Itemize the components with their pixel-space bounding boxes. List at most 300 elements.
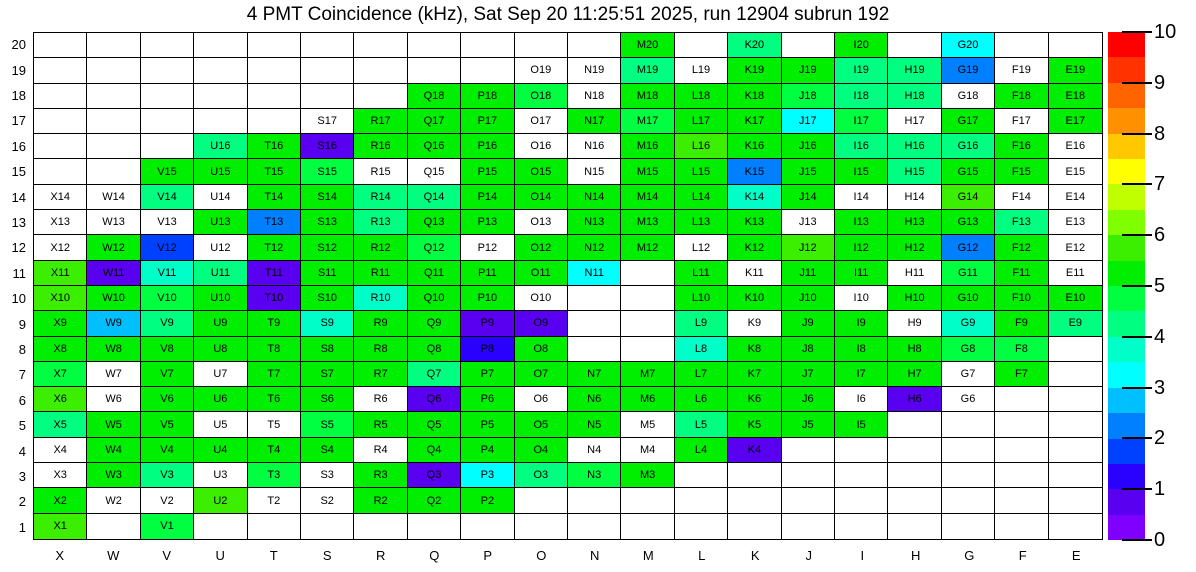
heatmap-cell-F5 xyxy=(995,412,1048,437)
heatmap-cell-Q19 xyxy=(408,58,461,83)
heatmap-cell-H14: H14 xyxy=(888,185,941,210)
heatmap-cell-Q14: Q14 xyxy=(408,185,461,210)
colorbar-tick-label-7: 7 xyxy=(1154,173,1166,196)
heatmap-cell-S16: S16 xyxy=(301,134,354,159)
heatmap-cell-W17 xyxy=(87,109,140,134)
heatmap-cell-V4: V4 xyxy=(141,438,194,463)
heatmap-cell-V7: V7 xyxy=(141,362,194,387)
y-axis-label-8: 8 xyxy=(18,341,26,357)
colorbar-tick-label-2: 2 xyxy=(1154,427,1166,450)
heatmap-cell-I17: I17 xyxy=(835,109,888,134)
heatmap-cell-U1 xyxy=(194,514,247,539)
heatmap-cell-J3 xyxy=(782,463,835,488)
heatmap-cell-H1 xyxy=(888,514,941,539)
heatmap-cell-I13: I13 xyxy=(835,210,888,235)
heatmap-cell-S15: S15 xyxy=(301,159,354,184)
colorbar-tick-label-1: 1 xyxy=(1154,478,1166,501)
heatmap-cell-L2 xyxy=(675,488,728,513)
heatmap-cell-M3: M3 xyxy=(621,463,674,488)
heatmap-cell-J17: J17 xyxy=(782,109,835,134)
heatmap-cell-T5: T5 xyxy=(248,412,301,437)
y-axis-label-10: 10 xyxy=(11,291,26,307)
heatmap-cell-E15: E15 xyxy=(1049,159,1102,184)
heatmap-cell-L6: L6 xyxy=(675,387,728,412)
x-axis-label-K: K xyxy=(750,547,760,563)
heatmap-cell-R11: R11 xyxy=(354,261,407,286)
heatmap-cell-P16: P16 xyxy=(461,134,514,159)
heatmap-cell-X20 xyxy=(34,33,87,58)
heatmap-cell-E18: E18 xyxy=(1049,84,1102,109)
heatmap-cell-H11: H11 xyxy=(888,261,941,286)
heatmap-cell-Q18: Q18 xyxy=(408,84,461,109)
heatmap-cell-X14: X14 xyxy=(34,185,87,210)
heatmap-cell-V10: V10 xyxy=(141,286,194,311)
heatmap-cell-R5: R5 xyxy=(354,412,407,437)
y-axis-label-19: 19 xyxy=(11,62,26,78)
heatmap-cell-E8 xyxy=(1049,337,1102,362)
heatmap-cell-N17: N17 xyxy=(568,109,621,134)
heatmap-cell-O2 xyxy=(515,488,568,513)
heatmap-cell-G19: G19 xyxy=(942,58,995,83)
heatmap-cell-M10 xyxy=(621,286,674,311)
heatmap-cell-F3 xyxy=(995,463,1048,488)
heatmap-cell-K11: K11 xyxy=(728,261,781,286)
x-axis-label-L: L xyxy=(698,547,706,563)
heatmap-cell-G15: G15 xyxy=(942,159,995,184)
heatmap-cell-Q7: Q7 xyxy=(408,362,461,387)
heatmap-cell-U8: U8 xyxy=(194,337,247,362)
heatmap-cell-F7: F7 xyxy=(995,362,1048,387)
heatmap-cell-X15 xyxy=(34,159,87,184)
heatmap-cell-U12: U12 xyxy=(194,235,247,260)
heatmap-cell-M15: M15 xyxy=(621,159,674,184)
heatmap-cell-W6: W6 xyxy=(87,387,140,412)
heatmap-cell-N9 xyxy=(568,311,621,336)
heatmap-cell-O12: O12 xyxy=(515,235,568,260)
y-axis-label-1: 1 xyxy=(18,519,26,535)
heatmap-cell-Q11: Q11 xyxy=(408,261,461,286)
heatmap-cell-I19: I19 xyxy=(835,58,888,83)
heatmap-cell-G12: G12 xyxy=(942,235,995,260)
heatmap-cell-F8: F8 xyxy=(995,337,1048,362)
heatmap-cell-M13: M13 xyxy=(621,210,674,235)
heatmap-cell-M9 xyxy=(621,311,674,336)
heatmap-cell-U19 xyxy=(194,58,247,83)
heatmap-cell-M14: M14 xyxy=(621,185,674,210)
heatmap-cell-P5: P5 xyxy=(461,412,514,437)
heatmap-cell-I7: I7 xyxy=(835,362,888,387)
heatmap-cell-R18 xyxy=(354,84,407,109)
heatmap-grid xyxy=(33,32,1103,540)
y-axis-label-4: 4 xyxy=(18,443,26,459)
x-axis-label-O: O xyxy=(536,547,547,563)
heatmap-cell-Q5: Q5 xyxy=(408,412,461,437)
heatmap-cell-G18: G18 xyxy=(942,84,995,109)
heatmap-cell-S1 xyxy=(301,514,354,539)
colorbar-band xyxy=(1108,108,1145,133)
heatmap-cell-R9: R9 xyxy=(354,311,407,336)
heatmap-cell-I3 xyxy=(835,463,888,488)
heatmap-cell-L3 xyxy=(675,463,728,488)
heatmap-cell-T19 xyxy=(248,58,301,83)
heatmap-cell-O15: O15 xyxy=(515,159,568,184)
heatmap-cell-R16: R16 xyxy=(354,134,407,159)
heatmap-cell-N6: N6 xyxy=(568,387,621,412)
heatmap-cell-F2 xyxy=(995,488,1048,513)
heatmap-cell-J12: J12 xyxy=(782,235,835,260)
heatmap-cell-O1 xyxy=(515,514,568,539)
heatmap-cell-I5: I5 xyxy=(835,412,888,437)
heatmap-cell-T18 xyxy=(248,84,301,109)
heatmap-cell-R8: R8 xyxy=(354,337,407,362)
heatmap-cell-Q10: Q10 xyxy=(408,286,461,311)
heatmap-cell-G9: G9 xyxy=(942,311,995,336)
heatmap-cell-M12: M12 xyxy=(621,235,674,260)
heatmap-cell-P12: P12 xyxy=(461,235,514,260)
heatmap-cell-S11: S11 xyxy=(301,261,354,286)
heatmap-cell-X3: X3 xyxy=(34,463,87,488)
x-axis-label-M: M xyxy=(642,547,654,563)
heatmap-cell-P11: P11 xyxy=(461,261,514,286)
heatmap-cell-I11: I11 xyxy=(835,261,888,286)
colorbar-band xyxy=(1108,261,1145,286)
heatmap-cell-U15: U15 xyxy=(194,159,247,184)
heatmap-cell-M18: M18 xyxy=(621,84,674,109)
x-axis-label-P: P xyxy=(483,547,493,563)
heatmap-cell-Q17: Q17 xyxy=(408,109,461,134)
heatmap-cell-I16: I16 xyxy=(835,134,888,159)
heatmap-cell-I2 xyxy=(835,488,888,513)
heatmap-cell-G16: G16 xyxy=(942,134,995,159)
heatmap-cell-W16 xyxy=(87,134,140,159)
heatmap-cell-W13: W13 xyxy=(87,210,140,235)
heatmap-cell-K9: K9 xyxy=(728,311,781,336)
colorbar-tick-label-10: 10 xyxy=(1154,21,1177,43)
heatmap-cell-J18: J18 xyxy=(782,84,835,109)
heatmap-cell-G17: G17 xyxy=(942,109,995,134)
heatmap-cell-P1 xyxy=(461,514,514,539)
colorbar-tick-label-5: 5 xyxy=(1154,275,1166,297)
heatmap-cell-I6: I6 xyxy=(835,387,888,412)
y-axis-label-9: 9 xyxy=(18,316,26,332)
heatmap-cell-X16 xyxy=(34,134,87,159)
heatmap-cell-S10: S10 xyxy=(301,286,354,311)
heatmap-cell-J19: J19 xyxy=(782,58,835,83)
heatmap-cell-S2: S2 xyxy=(301,488,354,513)
heatmap-cell-Q9: Q9 xyxy=(408,311,461,336)
heatmap-cell-G5 xyxy=(942,412,995,437)
heatmap-cell-I10: I10 xyxy=(835,286,888,311)
heatmap-cell-Q12: Q12 xyxy=(408,235,461,260)
heatmap-cell-E17: E17 xyxy=(1049,109,1102,134)
colorbar-band xyxy=(1108,337,1145,362)
heatmap-cell-U2: U2 xyxy=(194,488,247,513)
heatmap-cell-T17 xyxy=(248,109,301,134)
heatmap-cell-J7: J7 xyxy=(782,362,835,387)
heatmap-cell-V13: V13 xyxy=(141,210,194,235)
heatmap-cell-N20 xyxy=(568,33,621,58)
heatmap-cell-W20 xyxy=(87,33,140,58)
heatmap-cell-K18: K18 xyxy=(728,84,781,109)
heatmap-cell-R17: R17 xyxy=(354,109,407,134)
heatmap-cell-F14: F14 xyxy=(995,185,1048,210)
y-axis-label-3: 3 xyxy=(18,468,26,484)
heatmap-cell-U20 xyxy=(194,33,247,58)
heatmap-cell-L4: L4 xyxy=(675,438,728,463)
heatmap-cell-P13: P13 xyxy=(461,210,514,235)
heatmap-cell-W19 xyxy=(87,58,140,83)
heatmap-cell-I8: I8 xyxy=(835,337,888,362)
heatmap-cell-P4: P4 xyxy=(461,438,514,463)
heatmap-cell-I12: I12 xyxy=(835,235,888,260)
heatmap-cell-H19: H19 xyxy=(888,58,941,83)
heatmap-cell-N1 xyxy=(568,514,621,539)
heatmap-cell-E4 xyxy=(1049,438,1102,463)
heatmap-cell-N2 xyxy=(568,488,621,513)
heatmap-cell-P19 xyxy=(461,58,514,83)
heatmap-cell-M17: M17 xyxy=(621,109,674,134)
heatmap-cell-K6: K6 xyxy=(728,387,781,412)
heatmap-cell-G20: G20 xyxy=(942,33,995,58)
heatmap-cell-H8: H8 xyxy=(888,337,941,362)
colorbar-band xyxy=(1108,286,1145,311)
heatmap-cell-F6 xyxy=(995,387,1048,412)
heatmap-cell-V15: V15 xyxy=(141,159,194,184)
heatmap-cell-S6: S6 xyxy=(301,387,354,412)
heatmap-cell-E5 xyxy=(1049,412,1102,437)
heatmap-cell-X5: X5 xyxy=(34,412,87,437)
x-axis-labels xyxy=(33,545,1103,565)
heatmap-cell-K12: K12 xyxy=(728,235,781,260)
heatmap-cell-U10: U10 xyxy=(194,286,247,311)
y-axis-label-14: 14 xyxy=(11,189,26,205)
heatmap-cell-U11: U11 xyxy=(194,261,247,286)
heatmap-cell-M5: M5 xyxy=(621,412,674,437)
heatmap-cell-M16: M16 xyxy=(621,134,674,159)
heatmap-cell-P10: P10 xyxy=(461,286,514,311)
y-axis-label-5: 5 xyxy=(18,418,26,434)
heatmap-cell-I18: I18 xyxy=(835,84,888,109)
heatmap-cell-Q16: Q16 xyxy=(408,134,461,159)
heatmap-cell-U7: U7 xyxy=(194,362,247,387)
heatmap-cell-N4: N4 xyxy=(568,438,621,463)
heatmap-cell-J5: J5 xyxy=(782,412,835,437)
y-axis-label-11: 11 xyxy=(12,265,26,281)
heatmap-cell-V3: V3 xyxy=(141,463,194,488)
heatmap-cell-U14: U14 xyxy=(194,185,247,210)
heatmap-cell-L7: L7 xyxy=(675,362,728,387)
heatmap-cell-N8 xyxy=(568,337,621,362)
heatmap-cell-V16 xyxy=(141,134,194,159)
colorbar xyxy=(1108,32,1145,540)
heatmap-cell-E20 xyxy=(1049,33,1102,58)
heatmap-cell-N15: N15 xyxy=(568,159,621,184)
heatmap-cell-H15: H15 xyxy=(888,159,941,184)
x-axis-label-E: E xyxy=(1071,547,1081,563)
heatmap-cell-O19: O19 xyxy=(515,58,568,83)
heatmap-cell-V20 xyxy=(141,33,194,58)
heatmap-cell-R12: R12 xyxy=(354,235,407,260)
heatmap-cell-V2: V2 xyxy=(141,488,194,513)
heatmap-cell-H18: H18 xyxy=(888,84,941,109)
heatmap-cell-O10: O10 xyxy=(515,286,568,311)
heatmap-cell-V11: V11 xyxy=(141,261,194,286)
heatmap-cell-V8: V8 xyxy=(141,337,194,362)
colorbar-band xyxy=(1108,32,1145,57)
heatmap-cell-H2 xyxy=(888,488,941,513)
heatmap-cell-J15: J15 xyxy=(782,159,835,184)
heatmap-cell-I1 xyxy=(835,514,888,539)
heatmap-cell-N16: N16 xyxy=(568,134,621,159)
heatmap-cell-F1 xyxy=(995,514,1048,539)
heatmap-cell-T2: T2 xyxy=(248,488,301,513)
heatmap-cell-I15: I15 xyxy=(835,159,888,184)
heatmap-cell-P3: P3 xyxy=(461,463,514,488)
y-axis-labels xyxy=(2,32,29,540)
heatmap-cell-U4: U4 xyxy=(194,438,247,463)
heatmap-cell-K8: K8 xyxy=(728,337,781,362)
colorbar-band xyxy=(1108,159,1145,184)
colorbar-tick-label-0: 0 xyxy=(1154,529,1166,551)
heatmap-cell-N12: N12 xyxy=(568,235,621,260)
heatmap-cell-N13: N13 xyxy=(568,210,621,235)
heatmap-cell-O7: O7 xyxy=(515,362,568,387)
heatmap-cell-U18 xyxy=(194,84,247,109)
heatmap-cell-T7: T7 xyxy=(248,362,301,387)
heatmap-cell-L10: L10 xyxy=(675,286,728,311)
heatmap-cell-L17: L17 xyxy=(675,109,728,134)
heatmap-cell-H10: H10 xyxy=(888,286,941,311)
heatmap-cell-L1 xyxy=(675,514,728,539)
y-axis-label-17: 17 xyxy=(11,113,26,129)
heatmap-cell-V12: V12 xyxy=(141,235,194,260)
heatmap-cell-I9: I9 xyxy=(835,311,888,336)
heatmap-cell-T8: T8 xyxy=(248,337,301,362)
heatmap-cell-M20: M20 xyxy=(621,33,674,58)
heatmap-cell-T3: T3 xyxy=(248,463,301,488)
heatmap-cell-U13: U13 xyxy=(194,210,247,235)
heatmap-cell-Q2: Q2 xyxy=(408,488,461,513)
heatmap-cell-X7: X7 xyxy=(34,362,87,387)
heatmap-cell-W8: W8 xyxy=(87,337,140,362)
y-axis-label-2: 2 xyxy=(18,494,26,510)
colorbar-band xyxy=(1108,489,1145,514)
heatmap-cell-P14: P14 xyxy=(461,185,514,210)
heatmap-cell-O16: O16 xyxy=(515,134,568,159)
heatmap-cell-E9: E9 xyxy=(1049,311,1102,336)
heatmap-cell-X2: X2 xyxy=(34,488,87,513)
y-axis-label-18: 18 xyxy=(11,87,26,103)
heatmap-cell-T10: T10 xyxy=(248,286,301,311)
colorbar-band xyxy=(1108,413,1145,438)
heatmap-cell-O17: O17 xyxy=(515,109,568,134)
heatmap-cell-T12: T12 xyxy=(248,235,301,260)
heatmap-cell-K14: K14 xyxy=(728,185,781,210)
heatmap-cell-T6: T6 xyxy=(248,387,301,412)
heatmap-cell-P7: P7 xyxy=(461,362,514,387)
heatmap-cell-I14: I14 xyxy=(835,185,888,210)
heatmap-cell-S13: S13 xyxy=(301,210,354,235)
heatmap-cell-R2: R2 xyxy=(354,488,407,513)
heatmap-cell-R20 xyxy=(354,33,407,58)
heatmap-cell-Q4: Q4 xyxy=(408,438,461,463)
heatmap-cell-X13: X13 xyxy=(34,210,87,235)
heatmap-cell-W3: W3 xyxy=(87,463,140,488)
heatmap-cell-Q15: Q15 xyxy=(408,159,461,184)
heatmap-cell-J14: J14 xyxy=(782,185,835,210)
x-axis-label-I: I xyxy=(860,547,865,563)
x-axis-label-X: X xyxy=(55,547,65,563)
heatmap-cell-E2 xyxy=(1049,488,1102,513)
heatmap-cell-R1 xyxy=(354,514,407,539)
heatmap-cell-L18: L18 xyxy=(675,84,728,109)
heatmap-cell-U17 xyxy=(194,109,247,134)
heatmap-cell-E3 xyxy=(1049,463,1102,488)
heatmap-cell-I20: I20 xyxy=(835,33,888,58)
heatmap-cell-H6: H6 xyxy=(888,387,941,412)
heatmap-cell-K1 xyxy=(728,514,781,539)
heatmap-cell-N3: N3 xyxy=(568,463,621,488)
y-axis-label-16: 16 xyxy=(11,138,26,154)
heatmap-cell-H9: H9 xyxy=(888,311,941,336)
heatmap-cell-T4: T4 xyxy=(248,438,301,463)
heatmap-cell-T14: T14 xyxy=(248,185,301,210)
heatmap-cell-G14: G14 xyxy=(942,185,995,210)
heatmap-cell-W18 xyxy=(87,84,140,109)
heatmap-cell-G3 xyxy=(942,463,995,488)
heatmap-cell-X9: X9 xyxy=(34,311,87,336)
heatmap-cell-W14: W14 xyxy=(87,185,140,210)
heatmap-cell-H13: H13 xyxy=(888,210,941,235)
x-axis-label-T: T xyxy=(269,547,278,563)
heatmap-cell-G11: G11 xyxy=(942,261,995,286)
heatmap-cell-E10: E10 xyxy=(1049,286,1102,311)
heatmap-cell-L16: L16 xyxy=(675,134,728,159)
heatmap-cell-R13: R13 xyxy=(354,210,407,235)
heatmap-cell-E1 xyxy=(1049,514,1102,539)
heatmap-cell-S14: S14 xyxy=(301,185,354,210)
heatmap-cell-O14: O14 xyxy=(515,185,568,210)
heatmap-cell-F18: F18 xyxy=(995,84,1048,109)
colorbar-tick-label-9: 9 xyxy=(1154,71,1166,94)
heatmap-cell-K7: K7 xyxy=(728,362,781,387)
heatmap-cell-X17 xyxy=(34,109,87,134)
heatmap-cell-G13: G13 xyxy=(942,210,995,235)
heatmap-cell-W5: W5 xyxy=(87,412,140,437)
heatmap-cell-W1 xyxy=(87,514,140,539)
heatmap-cell-V18 xyxy=(141,84,194,109)
heatmap-cell-M6: M6 xyxy=(621,387,674,412)
heatmap-cell-R19 xyxy=(354,58,407,83)
heatmap-cell-T13: T13 xyxy=(248,210,301,235)
heatmap-cell-K17: K17 xyxy=(728,109,781,134)
heatmap-cell-O3: O3 xyxy=(515,463,568,488)
heatmap-cell-J11: J11 xyxy=(782,261,835,286)
heatmap-cell-J2 xyxy=(782,488,835,513)
heatmap-cell-E16: E16 xyxy=(1049,134,1102,159)
heatmap-cell-O4: O4 xyxy=(515,438,568,463)
heatmap-cell-M1 xyxy=(621,514,674,539)
heatmap-cell-W15 xyxy=(87,159,140,184)
colorbar-band xyxy=(1108,311,1145,336)
heatmap-cell-X10: X10 xyxy=(34,286,87,311)
heatmap-cell-M7: M7 xyxy=(621,362,674,387)
heatmap-cell-H17: H17 xyxy=(888,109,941,134)
heatmap-cell-I4 xyxy=(835,438,888,463)
heatmap-cell-X11: X11 xyxy=(34,261,87,286)
heatmap-cell-U6: U6 xyxy=(194,387,247,412)
heatmap-cell-Q20 xyxy=(408,33,461,58)
